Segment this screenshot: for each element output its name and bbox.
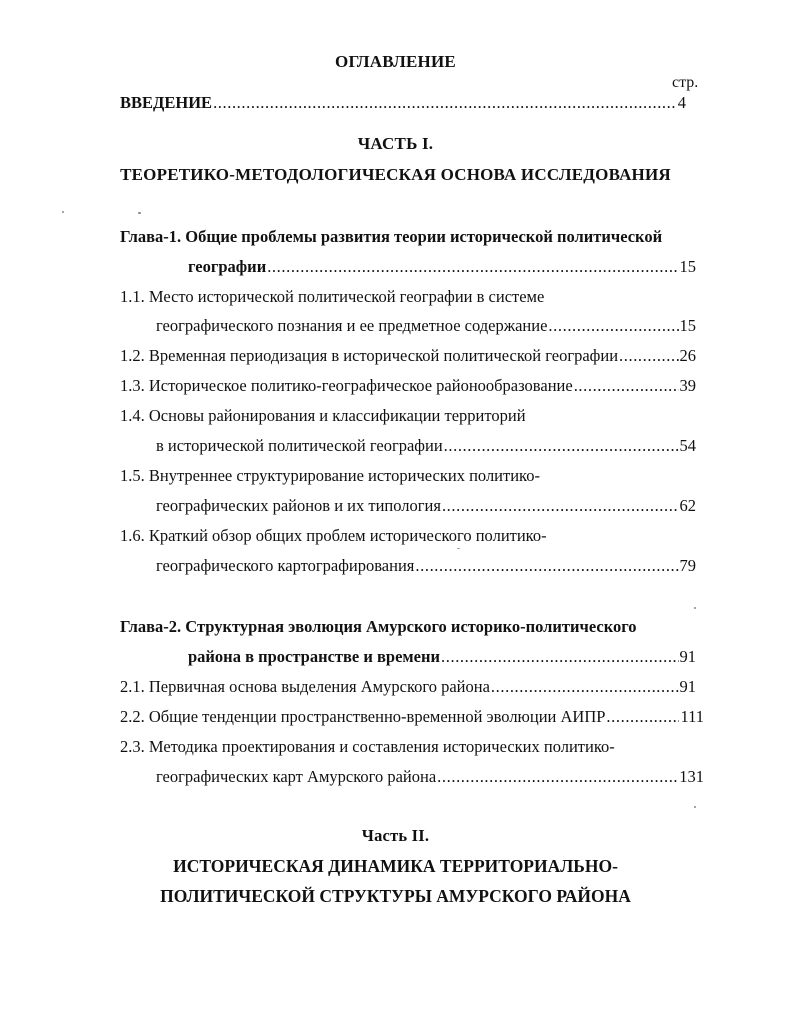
leader-dots [442, 495, 679, 517]
leader-dots [444, 435, 679, 457]
chapter-1-title-cont[interactable] [188, 256, 696, 278]
toc-entry-page: 79 [679, 556, 696, 575]
toc-entry-label: 2.2. Общие тенденции пространственно-временной эволюции АИПР [120, 707, 606, 726]
part-2-subtitle-line-1: ИСТОРИЧЕСКАЯ ДИНАМИКА ТЕРРИТОРИАЛЬНО- [173, 856, 618, 876]
leader-dots [213, 92, 677, 114]
toc-entry-label: географических районов и их типология [156, 496, 441, 515]
scan-speck [62, 211, 64, 213]
scan-speck [457, 548, 460, 549]
section-1-4[interactable]: 1.4. Основы районирования и классификации территорий [120, 406, 526, 425]
toc-entry-label: 1.3. Историческое политико-географическое районообразование [120, 376, 573, 395]
section-1-6[interactable]: 1.6. Краткий обзор общих проблем исторического политико- [120, 526, 547, 545]
section-2-3[interactable]: 2.3. Методика проектирования и составления исторических политико- [120, 737, 615, 756]
toc-entry-label: района в пространстве и времени [188, 647, 441, 666]
leader-dots [548, 315, 678, 337]
toc-entry-page: 54 [679, 436, 696, 455]
leader-dots [491, 676, 679, 698]
chapter-1-title[interactable]: Глава-1. Общие проблемы развития теории исторической политической [120, 227, 663, 246]
part-1-subtitle: ТЕОРЕТИКО-МЕТОДОЛОГИЧЕСКАЯ ОСНОВА ИССЛЕДОВАНИЯ [120, 165, 671, 184]
section-2-1[interactable] [120, 676, 696, 698]
leader-dots [606, 706, 679, 728]
leader-dots [441, 646, 678, 668]
toc-title: ОГЛАВЛЕНИЕ [335, 52, 456, 71]
scan-speck [694, 607, 696, 609]
chapter-2-title-cont[interactable] [188, 646, 696, 668]
leader-dots [267, 256, 678, 278]
section-1-4-cont[interactable] [156, 435, 696, 457]
section-2-3-cont[interactable] [156, 766, 704, 788]
scan-speck [138, 212, 141, 214]
section-1-6-cont[interactable] [156, 555, 696, 577]
toc-entry-label: 2.1. Первичная основа выделения Амурского района [120, 677, 490, 696]
toc-entry-page: 62 [679, 496, 696, 515]
toc-entry-page: 15 [679, 316, 696, 335]
section-1-1[interactable]: 1.1. Место исторической политической географии в системе [120, 287, 545, 306]
scan-speck [694, 806, 696, 808]
toc-entry-label: географического картографирования [156, 556, 415, 575]
section-1-2[interactable] [120, 345, 696, 367]
toc-entry-label: географических карт Амурского района [156, 767, 437, 786]
leader-dots [574, 375, 679, 397]
leader-dots [437, 766, 678, 788]
toc-entry-page: 91 [679, 677, 696, 696]
toc-entry-page: 4 [677, 93, 686, 112]
section-1-5[interactable]: 1.5. Внутреннее структурирование исторических политико- [120, 466, 540, 485]
section-1-3[interactable] [120, 375, 696, 397]
page-column-label: стр. [672, 74, 699, 91]
part-2-heading: Часть II. [361, 826, 430, 845]
toc-entry-page: 131 [679, 767, 704, 786]
toc-entry-label: 1.2. Временная периодизация в исторической политической географии [120, 346, 619, 365]
toc-entry-label: в исторической политической географии [156, 436, 443, 455]
toc-entry-intro[interactable] [120, 92, 686, 114]
toc-entry-label: географического познания и ее предметное содержание [156, 316, 548, 335]
chapter-2-title[interactable]: Глава-2. Структурная эволюция Амурского историко-политического [120, 617, 637, 636]
section-1-1-cont[interactable] [156, 315, 696, 337]
section-1-5-cont[interactable] [156, 495, 696, 517]
toc-entry-label: географии [188, 257, 267, 276]
toc-entry-page: 39 [679, 376, 696, 395]
part-1-heading: ЧАСТЬ I. [357, 134, 434, 153]
toc-entry-page: 26 [679, 346, 696, 365]
toc-entry-page: 91 [679, 647, 696, 666]
toc-entry-label: ВВЕДЕНИЕ [120, 93, 213, 112]
toc-entry-page: 111 [680, 707, 704, 726]
leader-dots [415, 555, 678, 577]
part-2-subtitle-line-2: ПОЛИТИЧЕСКОЙ СТРУКТУРЫ АМУРСКОГО РАЙОНА [160, 886, 631, 906]
section-2-2[interactable] [120, 706, 704, 728]
leader-dots [619, 345, 678, 367]
toc-entry-page: 15 [679, 257, 696, 276]
